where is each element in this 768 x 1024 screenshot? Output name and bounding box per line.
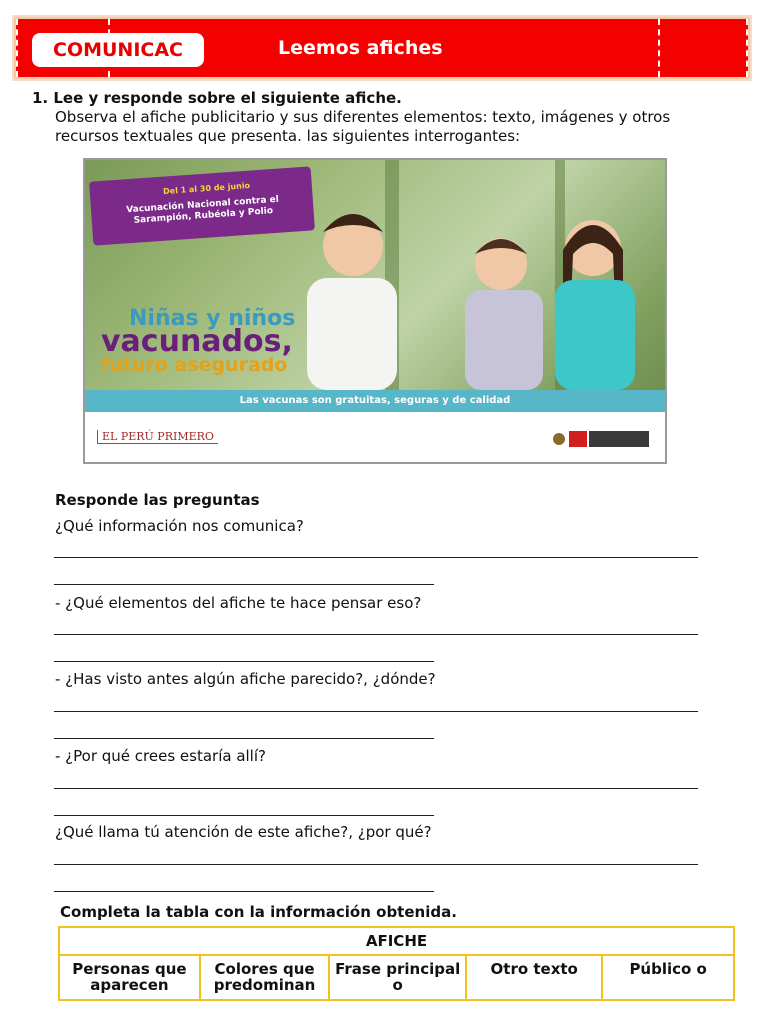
answer-line[interactable] [54,738,434,739]
column-otro-texto[interactable]: Otro texto [466,955,602,1000]
column-publico[interactable]: Público o [602,955,734,1000]
column-frase[interactable]: Frase principal o [329,955,466,1000]
answer-line[interactable] [54,661,434,662]
activity-instructions: Observa el afiche publicitario y sus diferentes elementos: texto, imágenes y otros recursos textuales que presenta. las siguientes interrogantes: [55,108,671,145]
banner-dashed-divider [658,19,660,77]
answer-line[interactable] [54,864,698,865]
answer-line[interactable] [54,788,698,789]
poster-footer [85,412,665,462]
table-header: AFICHE [59,927,734,955]
questions-section-title: Responde las preguntas [55,491,260,509]
slogan-line-1: Niñas y niños [129,306,296,331]
answer-line[interactable] [54,815,434,816]
table-caption: Completa la tabla con la información obtenida. [60,903,457,921]
answer-line[interactable] [54,891,434,892]
question-2: - ¿Qué elementos del afiche te hace pensar eso? [55,594,422,612]
column-colores[interactable]: Colores que predominan [200,955,329,1000]
slogan-line-2: vacunados, [101,324,293,359]
question-5: ¿Qué llama tú atención de este afiche?, ¿por qué? [55,823,432,841]
subject-label: COMUNICAC [32,33,204,67]
slogan-line-3: futuro asegurado [101,354,288,376]
header-banner [14,17,750,79]
page-title: Leemos afiches [278,37,443,59]
question-4: - ¿Por qué crees estaría allí? [55,747,266,765]
question-1: ¿Qué información nos comunica? [55,517,304,535]
activity-title: 1. Lee y responde sobre el siguiente afiche. [32,89,402,107]
ribbon-date: Del 1 al 30 de junio [162,180,251,197]
vaccination-poster-image [83,158,667,464]
afiche-table [58,926,735,1001]
answer-line[interactable] [54,557,698,558]
answer-line[interactable] [54,584,434,585]
question-3: - ¿Has visto antes algún afiche parecido?, ¿dónde? [55,670,436,688]
ministry-logo-icon [551,430,649,448]
ribbon-text: Vacunación Nacional contra el Sarampión, Rubéola y Polio [125,194,280,226]
banner-dashed-edge [16,19,18,77]
column-personas[interactable]: Personas que aparecen [59,955,200,1000]
answer-line[interactable] [54,711,698,712]
brand-logo-text: EL PERÚ PRIMERO [97,430,218,444]
banner-dashed-edge [746,19,748,77]
poster-tagline-bar: Las vacunas son gratuitas, seguras y de calidad [85,390,665,412]
answer-line[interactable] [54,634,698,635]
